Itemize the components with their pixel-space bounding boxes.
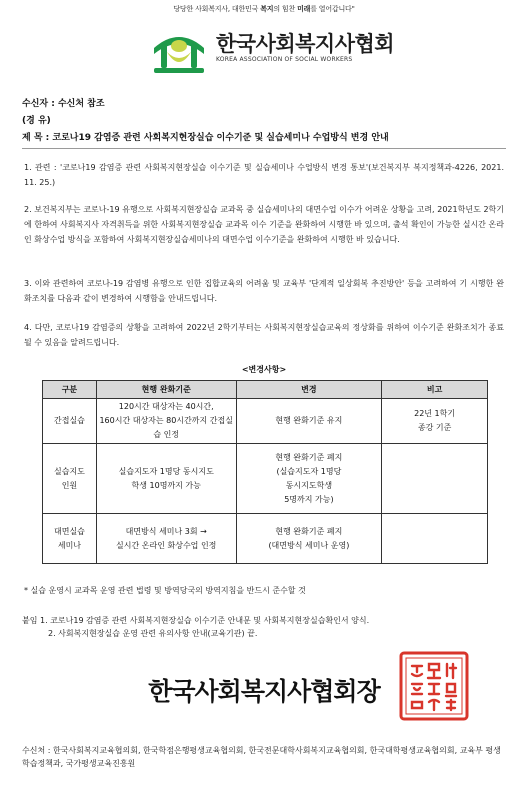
org-emblem-icon [150,22,208,78]
column-header: 현행 완화기준 [96,381,236,399]
slogan-text: 를 열어갑니다" [310,5,355,13]
org-name-en: KOREA ASSOCIATION OF SOCIAL WORKERS [216,56,353,63]
column-header: 변경 [236,381,382,399]
table-cell: 대면방식 세미나 3회 → 실시간 온라인 화상수업 인정 [96,514,236,564]
subject-line: 제 목 : 코로나19 감염증 관련 사회복지현장실습 이수기준 및 실습세미나 수업방식 변경 안내 [22,133,389,143]
changes-title: <변경사항> [241,365,287,374]
compliance-note: * 실습 운영시 교과목 운영 관련 법령 및 방역당국의 방역지침을 반드시 준수할 것 [24,586,306,595]
slogan-text: 의 힘찬 [273,5,298,13]
attachment-line-2: 2. 사회복지현장실습 운영 관련 유의사항 안내(교육기관) 끝. [48,629,258,638]
slogan-text: 당당한 사회복지사, 대한민국 [173,5,261,13]
via-line: (경 유) [22,116,51,126]
org-name: 한국사회복지사협회 [216,32,395,56]
table-cell [382,444,488,514]
paragraph-1: 1. 관련 : '코로나19 감염증 관련 사회복지현장실습 이수기준 및 실습세미나 수업방식 변경 통보'(보건복지부 복지정책과-4226, 2021. 11. 25.) [24,163,504,187]
paragraph-4: 4. 다만, 코로나19 감염증의 상황을 고려하여 2022년 2학기부터는 사회복지현장실습교육의 정상화를 위하여 이수기준 완화조치가 종료될 수 있음을 알려드립니다. [24,323,504,347]
slogan-emphasis: 미래 [297,5,311,13]
table-cell: 120시간 대상자는 40시간, 160시간 대상자는 80시간까지 간접실습 인정 [96,399,236,444]
header-divider [22,148,506,149]
table-cell: 현행 완화기준 유지 [236,399,382,444]
table-row [43,514,488,564]
column-header: 비고 [382,381,488,399]
table-row [43,399,488,444]
slogan [0,4,528,14]
table-cell: 현행 완화기준 폐지 (대면방식 세미나 운영) [236,514,382,564]
sender-name: 한국사회복지사협회장 [148,677,380,706]
table-cell [382,514,488,564]
table-cell: 실습지도 인원 [43,444,97,514]
recipient-list: 수신처 : 한국사회복지교육협의회, 한국학점은행평생교육협의회, 한국전문대학사회복지교육협의회, 한국대학평생교육협의회, 교육부 평생학습정책과, 국가평생교육진흥원 [22,746,501,768]
table-row [43,444,488,514]
table-cell: 간접실습 [43,399,97,444]
changes-table [42,380,488,564]
table-cell: 대면실습 세미나 [43,514,97,564]
attachment-line-1: 붙임 1. 코로나19 감염증 관련 사회복지현장실습 이수기준 안내문 및 사회복지현장실습확인서 양식. [22,616,370,625]
slogan-emphasis: 복지 [260,5,274,13]
official-seal-icon [398,650,470,722]
recipient-line: 수신자 : 수신처 참조 [22,99,105,109]
table-cell: 실습지도자 1명당 동시지도 학생 10명까지 가능 [96,444,236,514]
column-header: 구분 [43,381,97,399]
org-logo [150,22,395,78]
paragraph-3: 3. 이와 관련하여 코로나-19 감염병 유행으로 인한 집합교육의 어려움 및 교육부 '단계적 일상회복 추진방안' 등을 고려하여 기 시행한 완화조치를 다음과 같이 변경하여 시행함을 안내드립니다. [24,279,504,303]
attachments [22,614,369,640]
table-cell: 현행 완화기준 폐지 (실습지도자 1명당 동시지도학생 5명까지 가능) [236,444,382,514]
paragraph-2: 2. 보건복지부는 코로나-19 유행으로 사회복지현장실습 교과목 중 실습세미나의 대면수업 이수가 어려운 상황을 고려, 2021학년도 2학기에 한하여 사회복지사 자격취득을 위한 사회복지현장실습 교과목 이수 기준을 완화하여 시행한 바 있으며, 출석 확인이 가능한 실시간 온라인 화상수업 방식을 포함하여 사회복지현장실습세미나의 대면수업 이수기준을 완화하여 시행한 바 있습니다. [24,205,504,244]
table-header-row [43,381,488,399]
table-cell: 22년 1학기 종강 기준 [382,399,488,444]
